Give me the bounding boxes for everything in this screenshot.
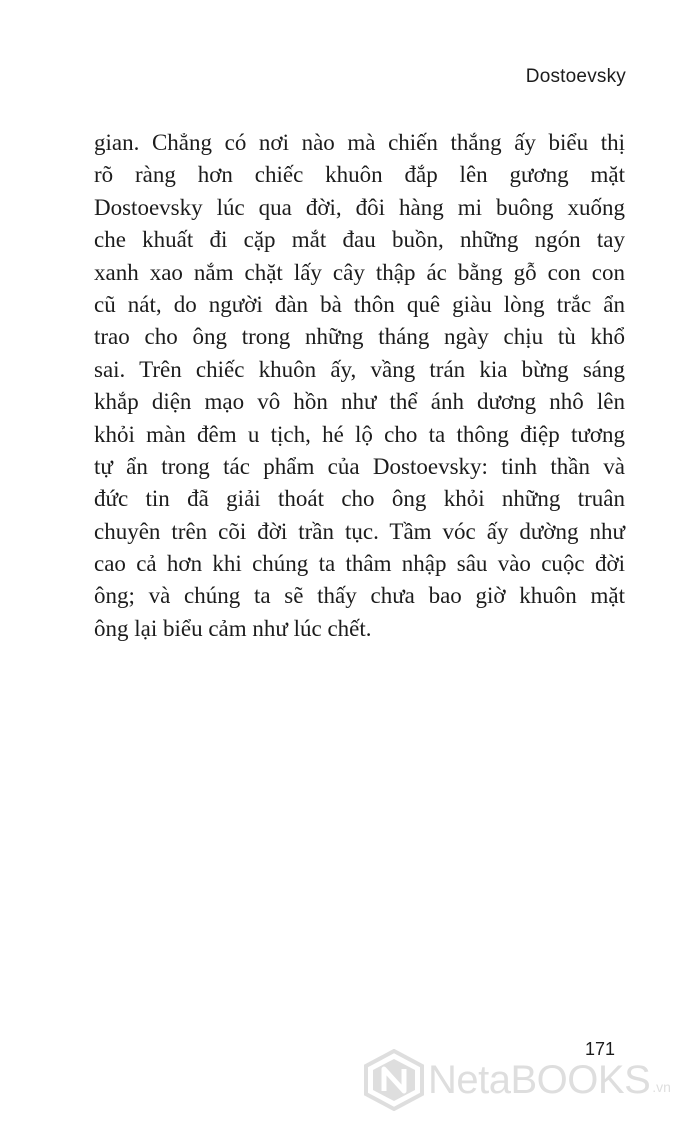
page-number: 171 [584, 1039, 615, 1059]
netabooks-logo-icon [362, 1049, 426, 1111]
running-header-title: Dostoevsky [525, 66, 626, 87]
body-line: xanh xao nắm chặt lấy cây thập ác bằng gỗ con con [94, 259, 625, 285]
watermark-suffix: .vn [652, 1079, 671, 1095]
watermark-text: NetaBOOKS [428, 1057, 651, 1102]
body-line: sai. Trên chiếc khuôn ấy, vầng trán kia bừng sáng [94, 356, 625, 382]
body-line: đức tin đã giải thoát cho ông khỏi những truân [94, 486, 625, 512]
body-line: tự ẩn trong tác phẩm của Dostoevsky: tinh thần và [94, 453, 625, 479]
body-line: ông lại biểu cảm như lúc chết. [94, 615, 372, 641]
body-line: khỏi màn đêm u tịch, hé lộ cho ta thông điệp tương [94, 421, 625, 447]
body-line: chuyên trên cõi đời trần tục. Tầm vóc ấy dường như [94, 518, 625, 544]
body-line: Dostoevsky lúc qua đời, đôi hàng mi buông xuống [94, 194, 625, 220]
body-line: che khuất đi cặp mắt đau buồn, những ngón tay [94, 227, 625, 253]
body-line: ông; và chúng ta sẽ thấy chưa bao giờ khuôn mặt [94, 583, 625, 609]
body-text [94, 127, 625, 645]
body-line: khắp diện mạo vô hồn như thể ánh dương nhô lên [94, 389, 625, 415]
watermark [362, 1049, 692, 1111]
body-line: rõ ràng hơn chiếc khuôn đắp lên gương mặt [94, 162, 625, 188]
body-line: trao cho ông trong những tháng ngày chịu tù khổ [94, 324, 625, 350]
body-line: cao cả hơn khi chúng ta thâm nhập sâu vào cuộc đời [94, 551, 625, 577]
body-line: gian. Chẳng có nơi nào mà chiến thắng ấy biểu thị [94, 130, 625, 155]
body-line: cũ nát, do người đàn bà thôn quê giàu lòng trắc ẩn [94, 291, 625, 317]
